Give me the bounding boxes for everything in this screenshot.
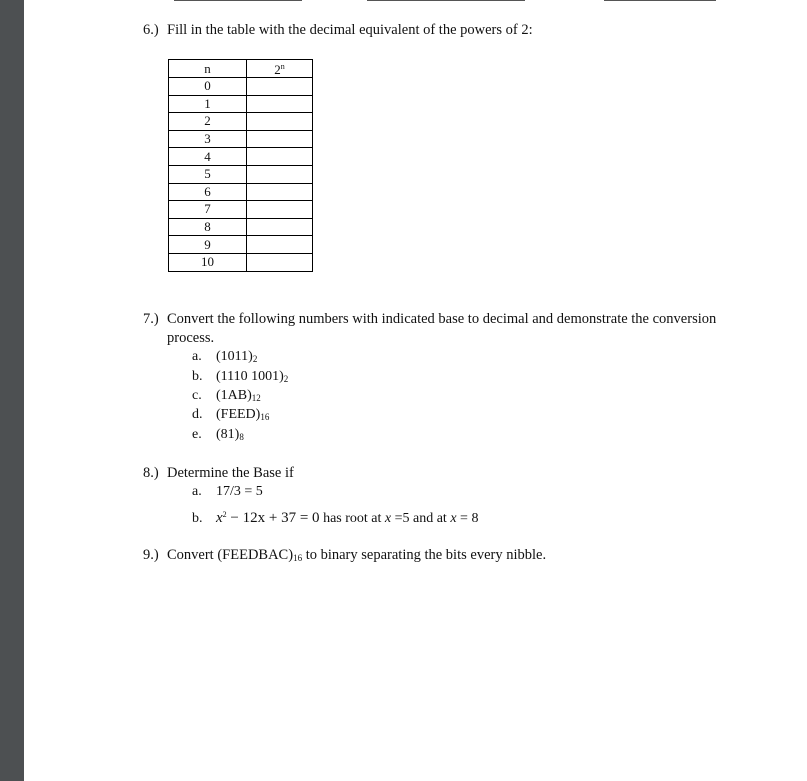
- question-8-text: Determine the Base if: [167, 465, 294, 481]
- equation-variable: x: [216, 510, 223, 526]
- list-item: [192, 506, 478, 528]
- header-power-exponent: n: [280, 62, 285, 71]
- table-row: [169, 218, 313, 236]
- item-label: b.: [192, 511, 203, 526]
- item-label: b.: [192, 369, 203, 384]
- top-answer-line-3: [604, 0, 716, 1]
- answer-cell[interactable]: [247, 95, 313, 113]
- document-page: [24, 0, 807, 781]
- root-variable: x: [384, 511, 392, 526]
- item-label: c.: [192, 388, 202, 403]
- question-7-number: 7.): [143, 311, 159, 327]
- viewer-left-margin: [0, 0, 24, 781]
- table-row: [169, 253, 313, 271]
- list-item: [192, 483, 263, 501]
- answer-cell[interactable]: [247, 78, 313, 96]
- row-n: 3: [169, 130, 247, 148]
- question-6-number: 6.): [143, 22, 159, 38]
- equation-text: has root at: [319, 511, 385, 526]
- question-7-text-line2: process.: [167, 330, 215, 346]
- table-header-row: [169, 60, 313, 78]
- question-7: [143, 310, 716, 328]
- question-7-text-line1: Convert the following numbers with indicated base to decimal and demonstrate the conversion: [167, 311, 717, 327]
- row-n: 8: [169, 218, 247, 236]
- item-base: 12: [251, 393, 261, 403]
- header-n: n: [169, 60, 247, 78]
- item-value: 17/3 = 5: [216, 484, 263, 499]
- item-base: 2: [283, 374, 289, 384]
- root-value: = 8: [456, 511, 479, 526]
- table-row: [169, 113, 313, 131]
- table-row: [169, 130, 313, 148]
- answer-cell[interactable]: [247, 236, 313, 254]
- row-n: 5: [169, 165, 247, 183]
- question-8: [143, 464, 294, 482]
- top-answer-line-1: [174, 0, 302, 1]
- table-row: [169, 148, 313, 166]
- list-item: [192, 406, 269, 426]
- answer-cell[interactable]: [247, 201, 313, 219]
- item-label: a.: [192, 484, 202, 499]
- item-value: (1011): [216, 349, 253, 364]
- equation-rest: − 12x + 37 = 0: [226, 510, 320, 526]
- item-base: 2: [252, 354, 258, 364]
- answer-cell[interactable]: [247, 218, 313, 236]
- table-row: [169, 236, 313, 254]
- question-9-text-end: to binary separating the bits every nibble.: [302, 547, 547, 563]
- row-n: 1: [169, 95, 247, 113]
- row-n: 10: [169, 253, 247, 271]
- table-row: [169, 95, 313, 113]
- item-value: (1AB): [216, 388, 252, 403]
- item-base: 8: [239, 432, 244, 442]
- question-9-base: 16: [293, 553, 303, 563]
- header-power-base: 2: [274, 62, 281, 77]
- row-n: 0: [169, 78, 247, 96]
- item-label: a.: [192, 349, 202, 364]
- answer-cell[interactable]: [247, 183, 313, 201]
- item-value: (1110 1001): [216, 369, 284, 384]
- root-variable: x: [450, 511, 457, 526]
- question-9: [143, 546, 546, 567]
- list-item: [192, 426, 244, 446]
- answer-cell[interactable]: [247, 148, 313, 166]
- question-6-text: Fill in the table with the decimal equivalent of the powers of 2:: [167, 22, 533, 38]
- item-value: (FEED): [216, 407, 261, 422]
- item-label: d.: [192, 407, 203, 422]
- row-n: 6: [169, 183, 247, 201]
- answer-cell[interactable]: [247, 113, 313, 131]
- answer-cell[interactable]: [247, 130, 313, 148]
- answer-cell[interactable]: [247, 165, 313, 183]
- equation: [216, 510, 320, 526]
- root-value: =5 and at: [391, 511, 451, 526]
- item-value: (81): [216, 427, 240, 442]
- list-item: [192, 368, 288, 388]
- question-7-line2: [167, 329, 214, 347]
- top-answer-line-2: [367, 0, 525, 1]
- row-n: 2: [169, 113, 247, 131]
- question-9-text-start: Convert (FEEDBAC): [167, 547, 294, 563]
- row-n: 7: [169, 201, 247, 219]
- table-row: [169, 165, 313, 183]
- table-row: [169, 201, 313, 219]
- table-row: [169, 78, 313, 96]
- row-n: 4: [169, 148, 247, 166]
- question-6: [143, 21, 533, 39]
- question-9-number: 9.): [143, 547, 159, 563]
- header-power: [247, 60, 313, 78]
- equation-exponent: 2: [222, 510, 227, 519]
- row-n: 9: [169, 236, 247, 254]
- item-base: 16: [260, 412, 270, 422]
- list-item: [192, 387, 261, 407]
- list-item: [192, 348, 257, 368]
- item-label: e.: [192, 427, 202, 442]
- question-8-number: 8.): [143, 465, 159, 481]
- table-row: [169, 183, 313, 201]
- answer-cell[interactable]: [247, 253, 313, 271]
- powers-of-two-table: [168, 59, 313, 272]
